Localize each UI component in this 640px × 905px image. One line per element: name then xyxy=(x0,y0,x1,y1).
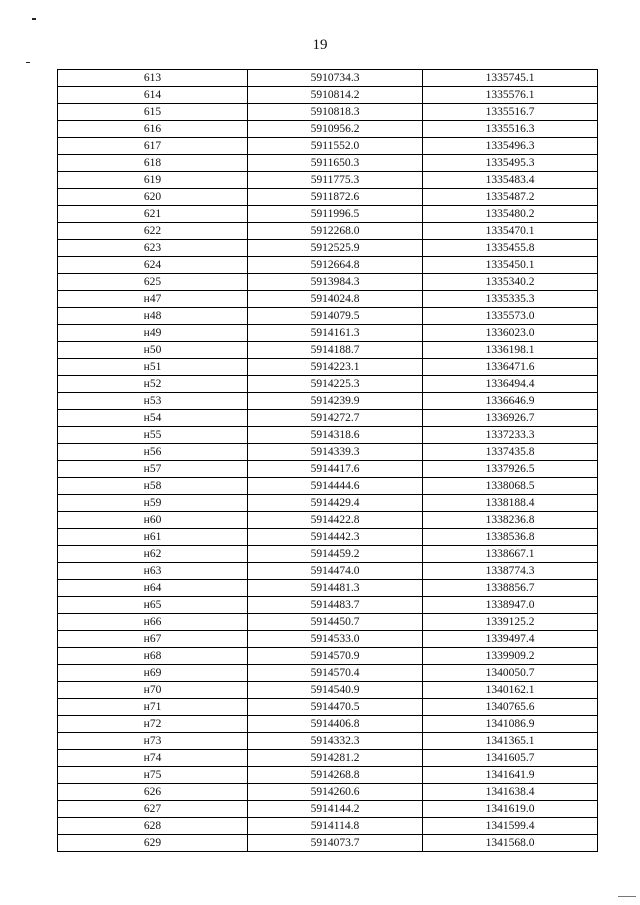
table-row xyxy=(58,121,598,138)
point-id-cell: н70 xyxy=(58,682,248,699)
y-coordinate-cell: 1335450.1 xyxy=(423,257,598,274)
y-coordinate-cell: 1337435.8 xyxy=(423,444,598,461)
table-row xyxy=(58,495,598,512)
y-coordinate-cell: 1335455.8 xyxy=(423,240,598,257)
y-coordinate-cell: 1341619.0 xyxy=(423,801,598,818)
point-id-cell: н53 xyxy=(58,393,248,410)
point-id-cell: н67 xyxy=(58,631,248,648)
table-row xyxy=(58,767,598,784)
table-row xyxy=(58,274,598,291)
point-id-cell: н60 xyxy=(58,512,248,529)
y-coordinate-cell: 1336471.6 xyxy=(423,359,598,376)
x-coordinate-cell: 5910956.2 xyxy=(248,121,423,138)
x-coordinate-cell: 5910814.2 xyxy=(248,87,423,104)
point-id-cell: н47 xyxy=(58,291,248,308)
table-row xyxy=(58,189,598,206)
x-coordinate-cell: 5914318.6 xyxy=(248,427,423,444)
table-row xyxy=(58,597,598,614)
y-coordinate-cell: 1338947.0 xyxy=(423,597,598,614)
table-row xyxy=(58,325,598,342)
y-coordinate-cell: 1339497.4 xyxy=(423,631,598,648)
table-row xyxy=(58,614,598,631)
y-coordinate-cell: 1341599.4 xyxy=(423,818,598,835)
point-id-cell: 620 xyxy=(58,189,248,206)
y-coordinate-cell: 1335483.4 xyxy=(423,172,598,189)
table-row xyxy=(58,699,598,716)
point-id-cell: н59 xyxy=(58,495,248,512)
point-id-cell: 617 xyxy=(58,138,248,155)
table-row xyxy=(58,529,598,546)
y-coordinate-cell: 1335496.3 xyxy=(423,138,598,155)
x-coordinate-cell: 5912525.9 xyxy=(248,240,423,257)
y-coordinate-cell: 1339909.2 xyxy=(423,648,598,665)
table-row xyxy=(58,461,598,478)
point-id-cell: 624 xyxy=(58,257,248,274)
x-coordinate-cell: 5914429.4 xyxy=(248,495,423,512)
point-id-cell: 629 xyxy=(58,835,248,852)
table-row xyxy=(58,818,598,835)
y-coordinate-cell: 1338536.8 xyxy=(423,529,598,546)
y-coordinate-cell: 1336494.4 xyxy=(423,376,598,393)
point-id-cell: н66 xyxy=(58,614,248,631)
point-id-cell: н62 xyxy=(58,546,248,563)
x-coordinate-cell: 5914332.3 xyxy=(248,733,423,750)
x-coordinate-cell: 5914442.3 xyxy=(248,529,423,546)
y-coordinate-cell: 1335495.3 xyxy=(423,155,598,172)
point-id-cell: н51 xyxy=(58,359,248,376)
y-coordinate-cell: 1336926.7 xyxy=(423,410,598,427)
scan-artifact-mark xyxy=(26,62,30,63)
table-row xyxy=(58,308,598,325)
point-id-cell: 627 xyxy=(58,801,248,818)
y-coordinate-cell: 1341605.7 xyxy=(423,750,598,767)
table-row xyxy=(58,240,598,257)
x-coordinate-cell: 5914223.1 xyxy=(248,359,423,376)
point-id-cell: н65 xyxy=(58,597,248,614)
x-coordinate-cell: 5914444.6 xyxy=(248,478,423,495)
x-coordinate-cell: 5911996.5 xyxy=(248,206,423,223)
y-coordinate-cell: 1335480.2 xyxy=(423,206,598,223)
x-coordinate-cell: 5914417.6 xyxy=(248,461,423,478)
x-coordinate-cell: 5913984.3 xyxy=(248,274,423,291)
table-row xyxy=(58,206,598,223)
y-coordinate-cell: 1338667.1 xyxy=(423,546,598,563)
point-id-cell: 616 xyxy=(58,121,248,138)
point-id-cell: н55 xyxy=(58,427,248,444)
point-id-cell: н56 xyxy=(58,444,248,461)
point-id-cell: н57 xyxy=(58,461,248,478)
table-row xyxy=(58,784,598,801)
point-id-cell: 623 xyxy=(58,240,248,257)
x-coordinate-cell: 5912268.0 xyxy=(248,223,423,240)
table-row xyxy=(58,580,598,597)
y-coordinate-cell: 1340765.6 xyxy=(423,699,598,716)
point-id-cell: 628 xyxy=(58,818,248,835)
table-row xyxy=(58,733,598,750)
point-id-cell: н52 xyxy=(58,376,248,393)
table-row xyxy=(58,563,598,580)
x-coordinate-cell: 5910734.3 xyxy=(248,70,423,87)
y-coordinate-cell: 1335487.2 xyxy=(423,189,598,206)
y-coordinate-cell: 1335516.7 xyxy=(423,104,598,121)
table-row xyxy=(58,546,598,563)
y-coordinate-cell: 1335340.2 xyxy=(423,274,598,291)
point-id-cell: 614 xyxy=(58,87,248,104)
table-row xyxy=(58,359,598,376)
x-coordinate-cell: 5914161.3 xyxy=(248,325,423,342)
table-row xyxy=(58,155,598,172)
y-coordinate-cell: 1336646.9 xyxy=(423,393,598,410)
x-coordinate-cell: 5914114.8 xyxy=(248,818,423,835)
x-coordinate-cell: 5914481.3 xyxy=(248,580,423,597)
x-coordinate-cell: 5914483.7 xyxy=(248,597,423,614)
point-id-cell: 622 xyxy=(58,223,248,240)
y-coordinate-cell: 1335573.0 xyxy=(423,308,598,325)
point-id-cell: н61 xyxy=(58,529,248,546)
point-id-cell: 613 xyxy=(58,70,248,87)
x-coordinate-cell: 5914260.6 xyxy=(248,784,423,801)
y-coordinate-cell: 1336198.1 xyxy=(423,342,598,359)
x-coordinate-cell: 5914188.7 xyxy=(248,342,423,359)
coordinates-table xyxy=(57,69,598,852)
point-id-cell: 618 xyxy=(58,155,248,172)
point-id-cell: н74 xyxy=(58,750,248,767)
page-number: 19 xyxy=(312,37,328,53)
table-row xyxy=(58,410,598,427)
y-coordinate-cell: 1337926.5 xyxy=(423,461,598,478)
table-row xyxy=(58,716,598,733)
x-coordinate-cell: 5914459.2 xyxy=(248,546,423,563)
table-row xyxy=(58,104,598,121)
y-coordinate-cell: 1341086.9 xyxy=(423,716,598,733)
table-row xyxy=(58,257,598,274)
table-row xyxy=(58,223,598,240)
table-row xyxy=(58,478,598,495)
x-coordinate-cell: 5912664.8 xyxy=(248,257,423,274)
point-id-cell: н69 xyxy=(58,665,248,682)
table-row xyxy=(58,750,598,767)
point-id-cell: н72 xyxy=(58,716,248,733)
x-coordinate-cell: 5914073.7 xyxy=(248,835,423,852)
x-coordinate-cell: 5914533.0 xyxy=(248,631,423,648)
x-coordinate-cell: 5914339.3 xyxy=(248,444,423,461)
x-coordinate-cell: 5914540.9 xyxy=(248,682,423,699)
table-row xyxy=(58,512,598,529)
point-id-cell: н73 xyxy=(58,733,248,750)
y-coordinate-cell: 1335745.1 xyxy=(423,70,598,87)
table-row xyxy=(58,835,598,852)
table-row xyxy=(58,138,598,155)
y-coordinate-cell: 1336023.0 xyxy=(423,325,598,342)
point-id-cell: н68 xyxy=(58,648,248,665)
y-coordinate-cell: 1340050.7 xyxy=(423,665,598,682)
point-id-cell: 619 xyxy=(58,172,248,189)
table-row xyxy=(58,648,598,665)
y-coordinate-cell: 1335516.3 xyxy=(423,121,598,138)
table-row xyxy=(58,682,598,699)
table-row xyxy=(58,444,598,461)
scan-artifact-line xyxy=(618,896,636,897)
y-coordinate-cell: 1338068.5 xyxy=(423,478,598,495)
y-coordinate-cell: 1338856.7 xyxy=(423,580,598,597)
table-row xyxy=(58,87,598,104)
point-id-cell: н63 xyxy=(58,563,248,580)
point-id-cell: н71 xyxy=(58,699,248,716)
x-coordinate-cell: 5914474.0 xyxy=(248,563,423,580)
x-coordinate-cell: 5914225.3 xyxy=(248,376,423,393)
y-coordinate-cell: 1341568.0 xyxy=(423,835,598,852)
y-coordinate-cell: 1338188.4 xyxy=(423,495,598,512)
x-coordinate-cell: 5911650.3 xyxy=(248,155,423,172)
x-coordinate-cell: 5911552.0 xyxy=(248,138,423,155)
table-row xyxy=(58,172,598,189)
y-coordinate-cell: 1335335.3 xyxy=(423,291,598,308)
point-id-cell: н48 xyxy=(58,308,248,325)
x-coordinate-cell: 5914144.2 xyxy=(248,801,423,818)
x-coordinate-cell: 5914281.2 xyxy=(248,750,423,767)
y-coordinate-cell: 1335576.1 xyxy=(423,87,598,104)
y-coordinate-cell: 1338236.8 xyxy=(423,512,598,529)
x-coordinate-cell: 5914406.8 xyxy=(248,716,423,733)
point-id-cell: н50 xyxy=(58,342,248,359)
y-coordinate-cell: 1338774.3 xyxy=(423,563,598,580)
x-coordinate-cell: 5914570.9 xyxy=(248,648,423,665)
y-coordinate-cell: 1341638.4 xyxy=(423,784,598,801)
point-id-cell: н75 xyxy=(58,767,248,784)
x-coordinate-cell: 5914268.8 xyxy=(248,767,423,784)
table-row xyxy=(58,70,598,87)
x-coordinate-cell: 5914239.9 xyxy=(248,393,423,410)
x-coordinate-cell: 5911872.6 xyxy=(248,189,423,206)
y-coordinate-cell: 1340162.1 xyxy=(423,682,598,699)
coordinates-table-wrapper xyxy=(57,69,597,852)
point-id-cell: н64 xyxy=(58,580,248,597)
x-coordinate-cell: 5914450.7 xyxy=(248,614,423,631)
x-coordinate-cell: 5914079.5 xyxy=(248,308,423,325)
table-row xyxy=(58,393,598,410)
point-id-cell: 626 xyxy=(58,784,248,801)
x-coordinate-cell: 5914272.7 xyxy=(248,410,423,427)
x-coordinate-cell: 5914470.5 xyxy=(248,699,423,716)
table-row xyxy=(58,631,598,648)
x-coordinate-cell: 5911775.3 xyxy=(248,172,423,189)
table-row xyxy=(58,291,598,308)
y-coordinate-cell: 1337233.3 xyxy=(423,427,598,444)
y-coordinate-cell: 1335470.1 xyxy=(423,223,598,240)
point-id-cell: 621 xyxy=(58,206,248,223)
x-coordinate-cell: 5914570.4 xyxy=(248,665,423,682)
table-row xyxy=(58,427,598,444)
coordinates-table-body xyxy=(58,70,598,852)
y-coordinate-cell: 1341641.9 xyxy=(423,767,598,784)
y-coordinate-cell: 1341365.1 xyxy=(423,733,598,750)
table-row xyxy=(58,342,598,359)
table-row xyxy=(58,376,598,393)
point-id-cell: н58 xyxy=(58,478,248,495)
point-id-cell: н54 xyxy=(58,410,248,427)
y-coordinate-cell: 1339125.2 xyxy=(423,614,598,631)
table-row xyxy=(58,665,598,682)
table-row xyxy=(58,801,598,818)
point-id-cell: н49 xyxy=(58,325,248,342)
x-coordinate-cell: 5910818.3 xyxy=(248,104,423,121)
x-coordinate-cell: 5914422.8 xyxy=(248,512,423,529)
scan-artifact-mark xyxy=(32,18,36,20)
x-coordinate-cell: 5914024.8 xyxy=(248,291,423,308)
point-id-cell: 615 xyxy=(58,104,248,121)
point-id-cell: 625 xyxy=(58,274,248,291)
